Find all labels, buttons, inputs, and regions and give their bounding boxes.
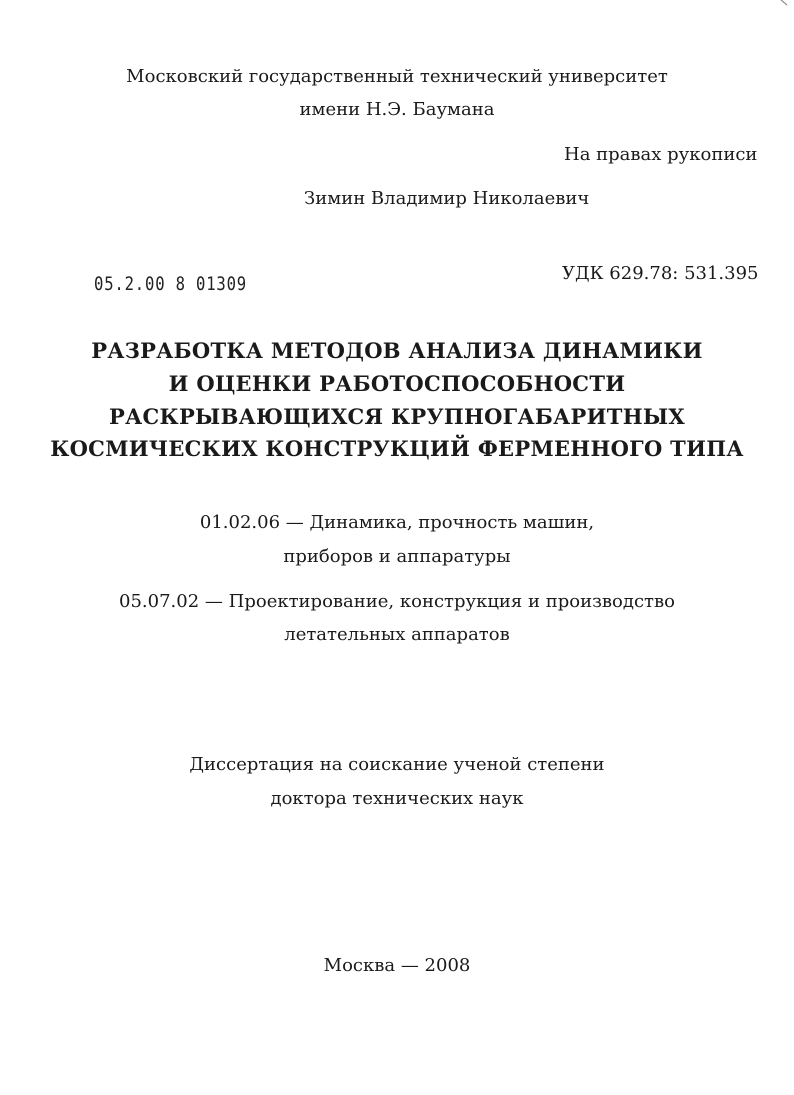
title-line-2: И ОЦЕНКИ РАБОТОСПОСОБНОСТИ: [168, 371, 626, 396]
institution-name: Московский государственный технический университет: [126, 66, 668, 87]
specialty-2-line-2: летательных аппаратов: [284, 624, 510, 645]
udc-code: УДК 629.78: 531.395: [562, 263, 759, 284]
title-line-1: РАЗРАБОТКА МЕТОДОВ АНАЛИЗА ДИНАМИКИ: [91, 338, 703, 363]
specialty-1-line-2: приборов и аппаратуры: [283, 546, 511, 567]
specialty-1-line-1: 01.02.06 — Динамика, прочность машин,: [199, 512, 595, 533]
rights-note: На правах рукописи: [564, 144, 758, 165]
title-line-4: КОСМИЧЕСКИХ КОНСТРУКЦИЙ ФЕРМЕННОГО ТИПА: [50, 436, 744, 461]
specialty-2-line-1: 05.07.02 — Проектирование, конструкция и производство: [119, 591, 675, 612]
degree-line-1: Диссертация на соискание ученой степени: [189, 754, 605, 775]
title-line-3: РАСКРЫВАЮЩИХСЯ КРУПНОГАБАРИТНЫХ: [109, 404, 685, 429]
institution-named-after: имени Н.Э. Баумана: [299, 99, 495, 120]
scan-corner-mark: [781, 0, 788, 5]
degree-line-2: доктора технических наук: [270, 788, 524, 809]
city-year: Москва — 2008: [323, 955, 471, 976]
author-name: Зимин Владимир Николаевич: [304, 188, 590, 209]
registration-stamp: 05.2.00 8 01309: [94, 273, 248, 295]
